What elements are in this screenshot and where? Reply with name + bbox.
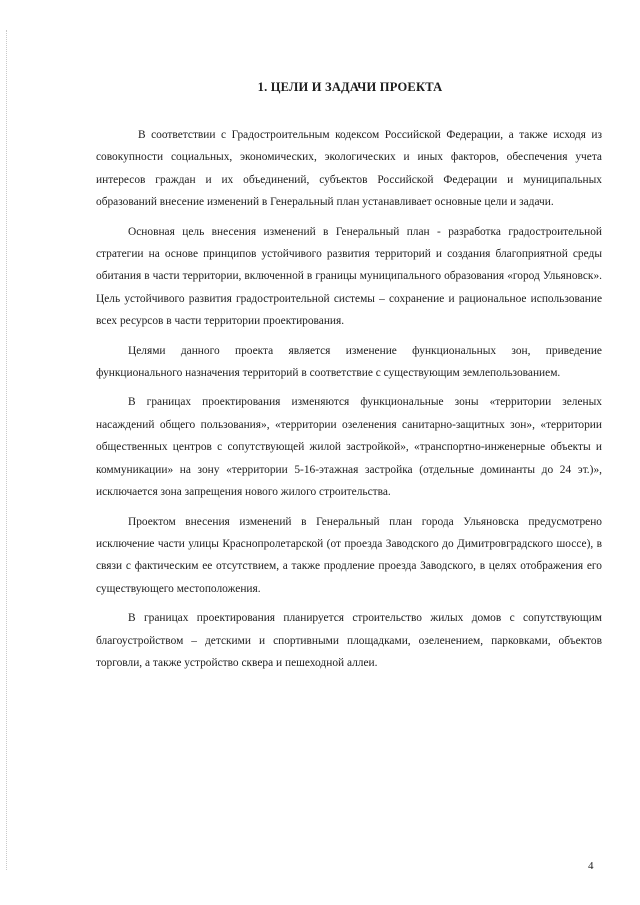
paragraph-project-goals: Целями данного проекта является изменение функциональных зон, приведение функционального назначения территорий в соответствие с существующим землепользованием.	[96, 344, 602, 380]
scan-edge-line	[6, 30, 7, 870]
paragraph-street-changes: Проектом внесения изменений в Генеральный план города Ульяновска предусмотрено исключение части улицы Краснопролетарской (от проезда Заводского до Димитровградского шоссе), в связи с фактическим ее отсутствием, а также продление проезда Заводского, в целях отображения его существующего местоположения.	[96, 515, 602, 595]
paragraph-main-goal: Основная цель внесения изменений в Генеральный план - разработка градостроительной стратегии на основе принципов устойчивого развития территорий и создания благоприятной среды обитания в части территории, включенной в границы муниципального образования «город Ульяновск». Цель устойчивого развития градостроительной системы – сохранение и рациональное использование всех ресурсов в части территории проектирования.	[96, 225, 602, 328]
document-body	[96, 124, 602, 681]
page-heading: 1. ЦЕЛИ И ЗАДАЧИ ПРОЕКТА	[257, 80, 443, 94]
paragraph-zone-changes: В границах проектирования изменяются функциональные зоны «территории зеленых насаждений общего пользования», «территории озеленения санитарно-защитных зон», «территории общественных центров с сопутствующей жилой застройкой», «транспортно-инженерные объекты и коммуникации» на зону «территории 5-16-этажная застройка (отдельные доминанты до 24 эт.)», исключается зона запрещения нового жилого строительства.	[96, 396, 602, 499]
paragraph-construction: В границах проектирования планируется строительство жилых домов с сопутствующим благоустройством – детскими и спортивными площадками, озеленением, парковками, объектов торговли, а также устройство сквера и пешеходной аллеи.	[96, 612, 602, 669]
page-number: 4	[588, 860, 594, 872]
paragraph-intro: В соответствии с Градостроительным кодексом Российской Федерации, а также исходя из совокупности социальных, экономических, экологических и иных факторов, обеспечения учета интересов граждан и их объединений, субъектов Российской Федерации и муниципальных образований внесение изменений в Генеральный план устанавливает основные цели и задачи.	[96, 129, 602, 209]
